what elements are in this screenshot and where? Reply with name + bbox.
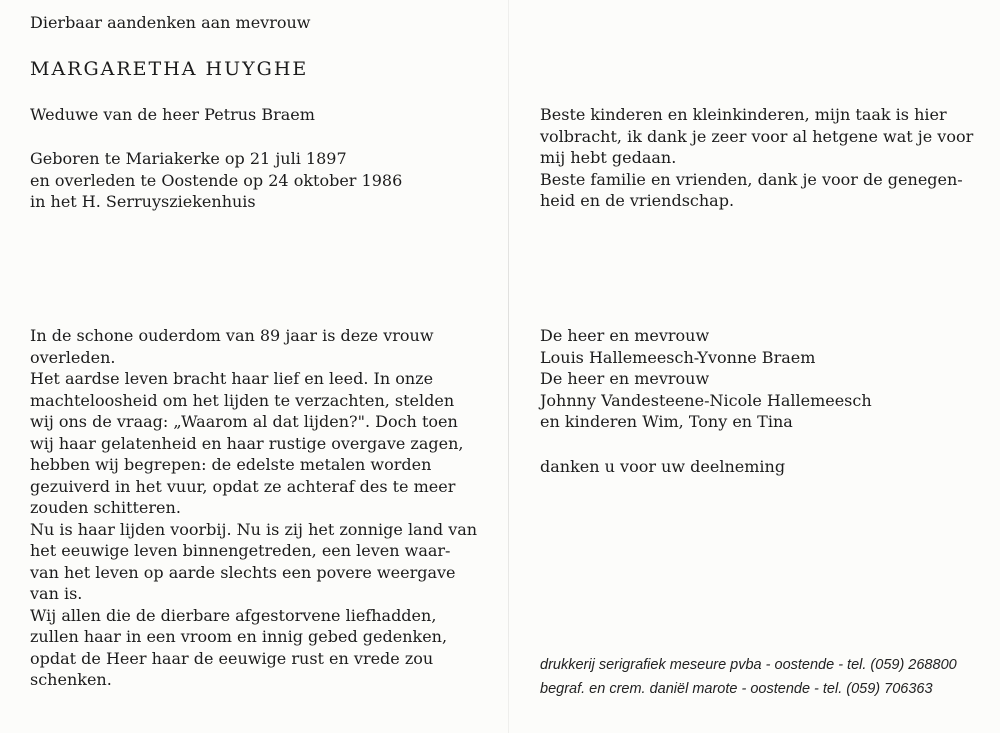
memorial-line: In de schone ouderdom van 89 jaar is deze vrouw <box>30 326 434 345</box>
memorial-line: opdat de Heer haar de eeuwige rust en vrede zou <box>30 648 434 668</box>
memorial-line: Wij allen die de dierbare afgestorvene liefhadden, <box>30 605 437 625</box>
deceased-name: MARGARETHA HUYGHE <box>30 58 309 80</box>
undertaker-line: begraf. en crem. daniël marote - oostende - tel. (059) 706363 <box>540 681 933 697</box>
widow-text: Weduwe van de heer Petrus Braem <box>30 105 315 124</box>
memorial-text <box>30 325 500 691</box>
fold-line <box>508 0 509 733</box>
family-line: Johnny Vandesteene-Nicole Hallemeesch <box>540 390 872 410</box>
memorial-line: gezuiverd in het vuur, opdat ze achteraf des te meer <box>30 476 456 496</box>
family-line: De heer en mevrouw <box>540 326 710 345</box>
death-line: en overleden te Oostende op 24 oktober 1986 <box>30 170 403 190</box>
family-line: Louis Hallemeesch-Yvonne Braem <box>540 347 816 367</box>
memorial-line: wij ons de vraag: „Waarom al dat lijden?". Doch toen <box>30 412 458 431</box>
message-line: mij hebt gedaan. <box>540 148 677 167</box>
memorial-line: machteloosheid om het lijden te verzachten, stelden <box>30 390 455 410</box>
message-line: Beste kinderen en kleinkinderen, mijn taak is hier <box>540 105 947 124</box>
farewell-message <box>540 104 980 212</box>
printer-line: drukkerij serigrafiek meseure pvba - oostende - tel. (059) 268800 <box>540 657 957 673</box>
memorial-line: het eeuwige leven binnengetreden, een leven waar- <box>30 541 451 560</box>
memorial-line: wij haar gelatenheid en haar rustige overgave zagen, <box>30 433 464 453</box>
message-line: heid en de vriendschap. <box>540 191 735 210</box>
memorial-line: zouden schitteren. <box>30 498 181 517</box>
message-line: volbracht, ik dank je zeer voor al hetgene wat je voor <box>540 126 974 146</box>
intro-text: Dierbaar aandenken aan mevrouw <box>30 13 311 32</box>
memorial-line: van het leven op aarde slechts een povere weergave <box>30 562 456 582</box>
hospital-line: in het H. Serruysziekenhuis <box>30 192 256 211</box>
family-line: De heer en mevrouw <box>540 369 710 388</box>
memorial-line: hebben wij begrepen: de edelste metalen worden <box>30 455 432 474</box>
family-list <box>540 325 980 433</box>
printer-credits <box>540 653 980 701</box>
memorial-line: schenken. <box>30 670 112 689</box>
family-line: en kinderen Wim, Tony en Tina <box>540 412 793 431</box>
thanks-text: danken u voor uw deelneming <box>540 457 786 476</box>
birth-line: Geboren te Mariakerke op 21 juli 1897 <box>30 149 347 168</box>
birth-death-block <box>30 148 500 213</box>
memorial-line: van is. <box>30 584 83 603</box>
memorial-line: Nu is haar lijden voorbij. Nu is zij het zonnige land van <box>30 519 478 539</box>
memorial-line: zullen haar in een vroom en innig gebed gedenken, <box>30 627 448 646</box>
memorial-line: Het aardse leven bracht haar lief en leed. In onze <box>30 369 434 388</box>
message-line: Beste familie en vrienden, dank je voor de genegen- <box>540 169 963 189</box>
memorial-line: overleden. <box>30 347 116 367</box>
